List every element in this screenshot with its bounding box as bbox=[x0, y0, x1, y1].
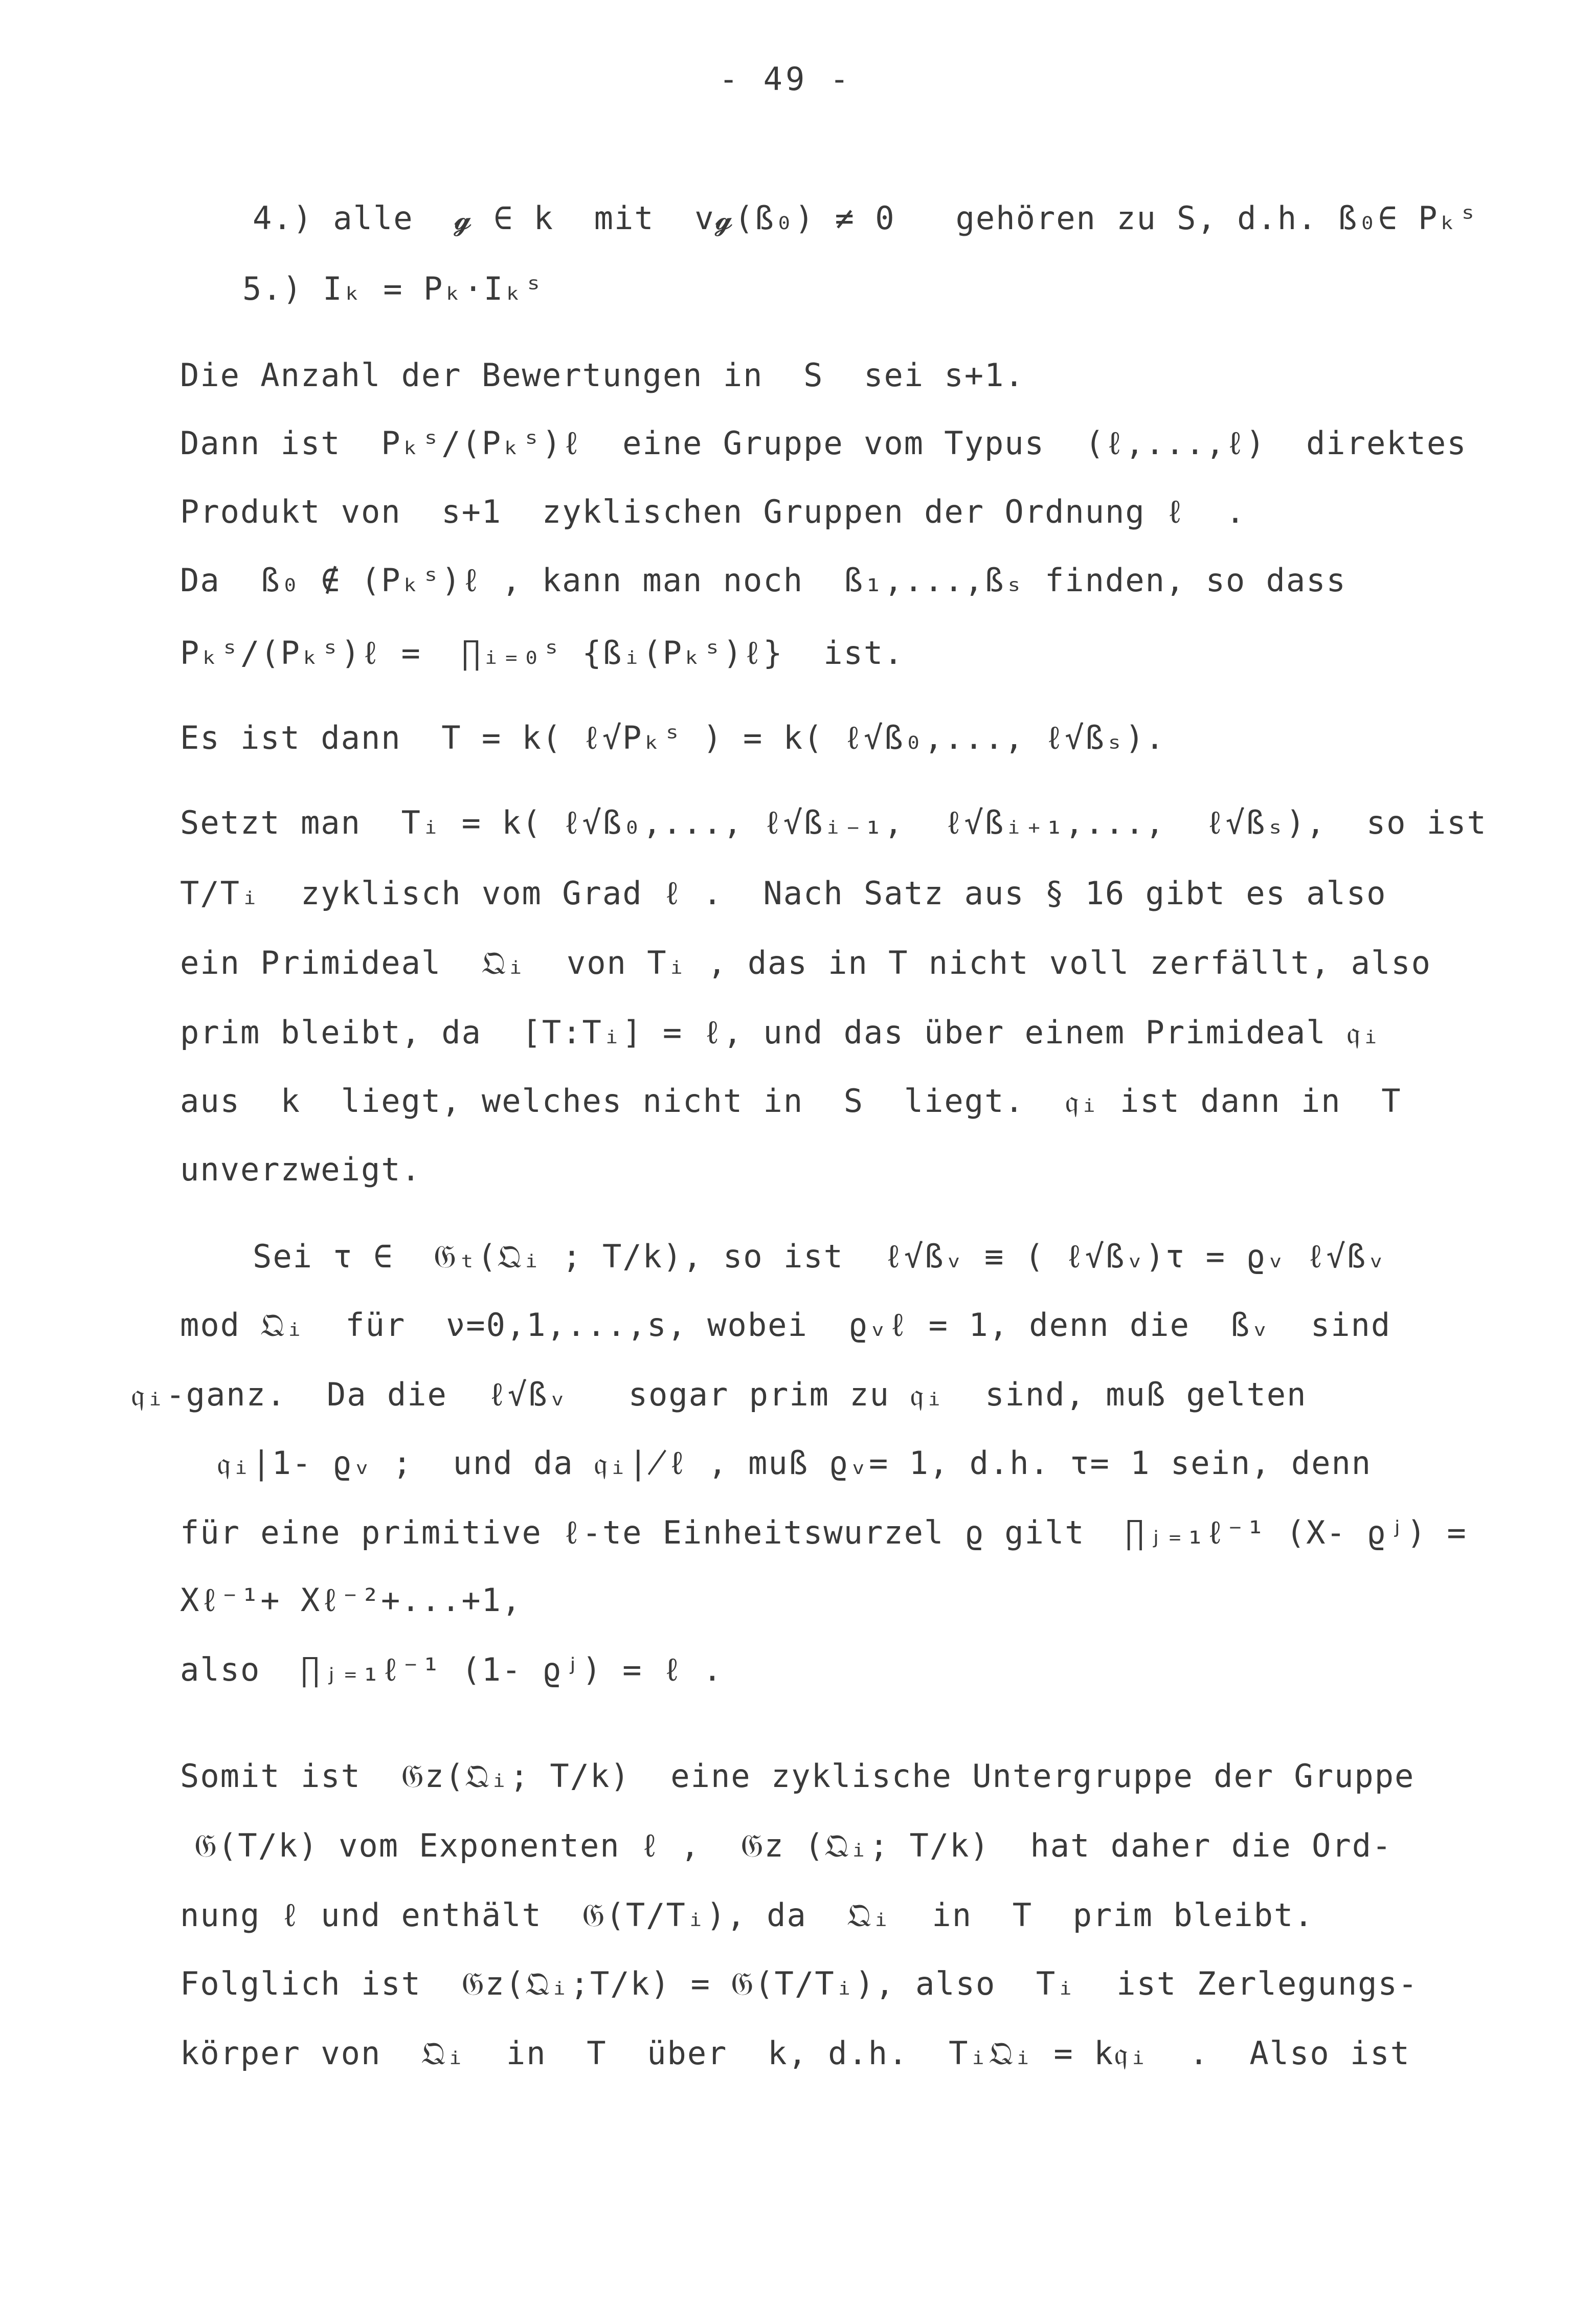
text-line: also ∏ⱼ₌₁ℓ⁻¹ (1- ϱʲ) = ℓ . bbox=[180, 1651, 723, 1688]
text-line: mod 𝔔ᵢ für ν=0,1,...,s, wobei ϱᵥℓ = 1, denn die ßᵥ sind bbox=[180, 1306, 1392, 1344]
text-line: Pₖˢ/(Pₖˢ)ℓ = ∏ᵢ₌₀ˢ {ßᵢ(Pₖˢ)ℓ} ist. bbox=[180, 634, 904, 672]
text-line: prim bleibt, da [T:Tᵢ] = ℓ, und das über einem Primideal 𝔮ᵢ bbox=[180, 1014, 1382, 1051]
page-number: - 49 - bbox=[719, 60, 852, 98]
text-line: Sei τ ∈ 𝔊ₜ(𝔔ᵢ ; T/k), so ist ℓ√ßᵥ ≡ ( ℓ√ßᵥ)τ = ϱᵥ ℓ√ßᵥ bbox=[253, 1238, 1387, 1275]
text-line: Xℓ⁻¹+ Xℓ⁻²+...+1, bbox=[180, 1581, 522, 1619]
text-line: für eine primitive ℓ-te Einheitswurzel ϱ gilt ∏ⱼ₌₁ℓ⁻¹ (X- ϱʲ) = bbox=[180, 1514, 1467, 1551]
text-line: 5.) Iₖ = Pₖ·Iₖˢ bbox=[242, 270, 544, 307]
text-line: Da ß₀ ∉ (Pₖˢ)ℓ , kann man noch ß₁,...,ßₛ finden, so dass bbox=[180, 562, 1346, 599]
text-line: Es ist dann T = k( ℓ√Pₖˢ ) = k( ℓ√ß₀,..., ℓ√ßₛ). bbox=[180, 719, 1165, 756]
text-line: Folglich ist 𝔊z(𝔔ᵢ;T/k) = 𝔊(T/Tᵢ), also Tᵢ ist Zerlegungs- bbox=[180, 1965, 1419, 2002]
text-line: 4.) alle 𝓰 ∈ k mit v𝓰(ß₀) ≠ 0 gehören zu S, d.h. ß₀∈ Pₖˢ bbox=[253, 199, 1479, 237]
text-line: unverzweigt. bbox=[180, 1151, 421, 1188]
text-line: nung ℓ und enthält 𝔊(T/Tᵢ), da 𝔔ᵢ in T prim bleibt. bbox=[180, 1896, 1314, 1934]
text-line: 𝔮ᵢ-ganz. Da die ℓ√ßᵥ sogar prim zu 𝔮ᵢ sind, muß gelten bbox=[131, 1376, 1307, 1413]
text-line: Setzt man Tᵢ = k( ℓ√ß₀,..., ℓ√ßᵢ₋₁, ℓ√ßᵢ₊₁,..., ℓ√ßₛ), so ist bbox=[180, 804, 1487, 841]
text-line: 𝔮ᵢ|1- ϱᵥ ; und da 𝔮ᵢ∤ℓ , muß ϱᵥ= 1, d.h. τ= 1 sein, denn bbox=[217, 1444, 1372, 1482]
text-line: ein Primideal 𝔔ᵢ von Tᵢ , das in T nicht voll zerfällt, also bbox=[180, 944, 1431, 981]
text-line: körper von 𝔔ᵢ in T über k, d.h. Tᵢ𝔔ᵢ = k𝔮ᵢ . Also ist bbox=[180, 2035, 1410, 2072]
text-line: 𝔊(T/k) vom Exponenten ℓ , 𝔊z (𝔔ᵢ; T/k) hat daher die Ord- bbox=[194, 1827, 1393, 1864]
text-line: T/Tᵢ zyklisch vom Grad ℓ . Nach Satz aus § 16 gibt es also bbox=[180, 875, 1387, 912]
text-line: Somit ist 𝔊z(𝔔ᵢ; T/k) eine zyklische Untergruppe der Gruppe bbox=[180, 1757, 1415, 1795]
text-line: Produkt von s+1 zyklischen Gruppen der Ordnung ℓ . bbox=[180, 493, 1246, 530]
text-line: Die Anzahl der Bewertungen in S sei s+1. bbox=[180, 356, 1025, 394]
text-line: Dann ist Pₖˢ/(Pₖˢ)ℓ eine Gruppe vom Typus (ℓ,...,ℓ) direktes bbox=[180, 424, 1467, 462]
text-line: aus k liegt, welches nicht in S liegt. 𝔮ᵢ ist dann in T bbox=[180, 1082, 1402, 1120]
